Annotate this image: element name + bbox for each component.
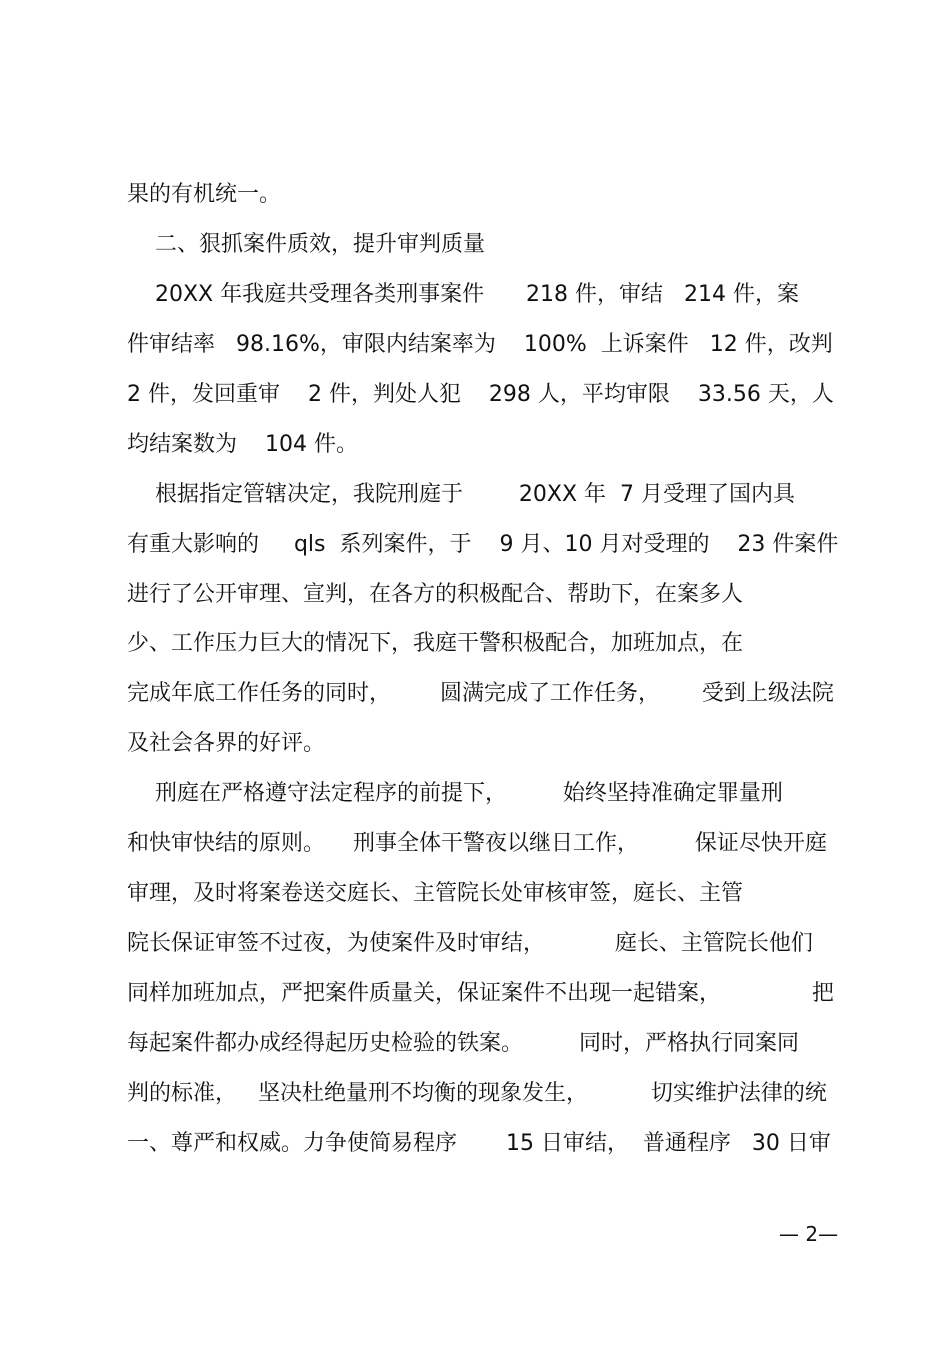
body-text-line: 有重大影响的 qls 系列案件，于 9 月、10 月对受理的 23 件案件 bbox=[127, 532, 839, 557]
body-text-line: 完成年底工作任务的同时， 圆满完成了工作任务， 受到上级法院 bbox=[127, 681, 834, 706]
body-text-line: 判的标准， 坚决杜绝量刑不均衡的现象发生， 切实维护法律的统 bbox=[127, 1081, 827, 1106]
body-text-line: 件审结率 98.16%，审限内结案率为 100% 上诉案件 12 件，改判 bbox=[127, 332, 833, 357]
body-text-line: 2 件，发回重审 2 件，判处人犯 298 人，平均审限 33.56 天，人 bbox=[127, 382, 834, 407]
body-text-line: 审理，及时将案卷送交庭长、主管院长处审核审签，庭长、主管 bbox=[127, 881, 744, 906]
body-text-line: 院长保证审签不过夜，为使案件及时审结， 庭长、主管院长他们 bbox=[127, 931, 813, 956]
section-heading: 二、狠抓案件质效，提升审判质量 bbox=[127, 232, 485, 257]
body-text-line: 及社会各界的好评。 bbox=[127, 731, 326, 756]
body-text-line: 均结案数为 104 件。 bbox=[127, 432, 358, 457]
body-text-line: 20XX 年我庭共受理各类刑事案件 218 件，审结 214 件，案 bbox=[127, 282, 800, 307]
body-text-line: 每起案件都办成经得起历史检验的铁案。 同时，严格执行同案同 bbox=[127, 1031, 799, 1056]
body-text-line: 一、尊严和权威。力争使简易程序 15 日审结， 普通程序 30 日审 bbox=[127, 1131, 831, 1156]
body-text-line: 进行了公开审理、宣判，在各方的积极配合、帮助下，在案多人 bbox=[127, 582, 744, 607]
page-number: — 2— bbox=[779, 1222, 839, 1246]
body-text-line: 刑庭在严格遵守法定程序的前提下， 始终坚持准确定罪量刑 bbox=[127, 781, 783, 806]
body-text-line: 少、工作压力巨大的情况下，我庭干警积极配合，加班加点，在 bbox=[127, 631, 744, 656]
body-text-line: 果的有机统一。 bbox=[127, 182, 282, 207]
body-text-line: 和快审快结的原则。 刑事全体干警夜以继日工作， 保证尽快开庭 bbox=[127, 831, 827, 856]
body-text-line: 同样加班加点，严把案件质量关，保证案件不出现一起错案， 把 bbox=[127, 981, 834, 1006]
body-text-line: 根据指定管辖决定，我院刑庭于 20XX 年 7 月受理了国内具 bbox=[127, 482, 796, 507]
